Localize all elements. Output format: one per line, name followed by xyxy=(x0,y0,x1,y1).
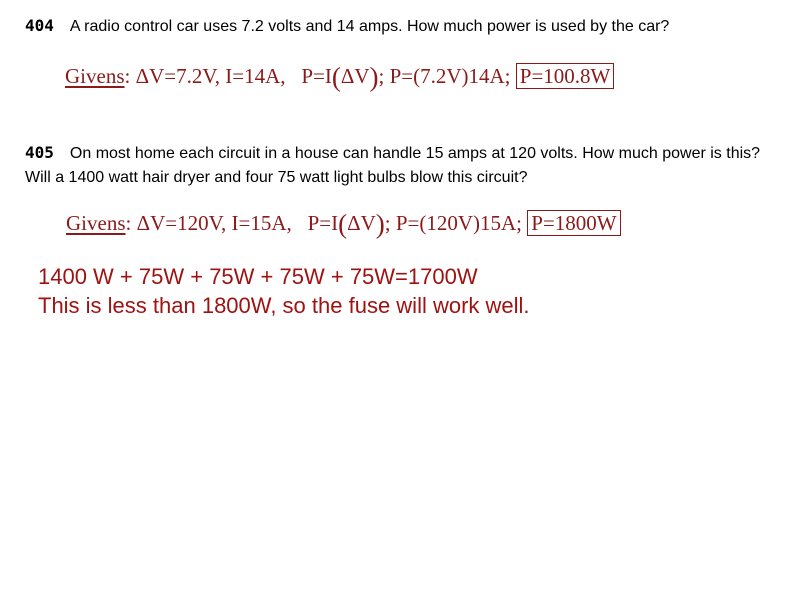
givens-label: Givens xyxy=(65,64,125,88)
paren-close-icon: ) xyxy=(369,62,379,92)
note-line-2: This is less than 1800W, so the fuse will work well. xyxy=(38,293,530,318)
paren-open-icon: ( xyxy=(331,62,341,92)
formula-pre: P=I xyxy=(301,64,332,88)
formula-inner: ΔV xyxy=(347,211,376,235)
formula-pre: P=I xyxy=(307,211,339,235)
problem-text: A radio control car uses 7.2 volts and 14 amps. How much power is used by the car? xyxy=(69,18,670,35)
answer-note xyxy=(38,262,530,320)
paren-open-icon: ( xyxy=(338,209,348,239)
problem-number: 404 xyxy=(25,16,54,35)
formula-post: ; xyxy=(384,211,391,235)
given-values: : ΔV=120V, I=15A, xyxy=(125,211,292,235)
givens-label: Givens xyxy=(66,211,126,235)
answer-box: P=1800W xyxy=(527,210,620,236)
given-values: : ΔV=7.2V, I=14A, xyxy=(124,64,286,88)
answer-box: P=100.8W xyxy=(516,63,615,89)
formula-post: ; xyxy=(378,64,385,88)
note-line-1: 1400 W + 75W + 75W + 75W + 75W=1700W xyxy=(38,264,478,289)
problem-404 xyxy=(25,14,775,39)
givens-line-405 xyxy=(66,209,621,240)
problem-text: On most home each circuit in a house can handle 15 amps at 120 volts. How much power is this? Will a 1400 watt hair dryer and four 75 watt light bulbs blow this circuit? xyxy=(25,145,761,186)
problem-405 xyxy=(25,141,775,190)
formula-inner: ΔV xyxy=(340,64,370,88)
substitution: P=(120V)15A; xyxy=(395,211,523,235)
givens-line-404 xyxy=(65,62,614,93)
paren-close-icon: ) xyxy=(375,209,385,239)
substitution: P=(7.2V)14A; xyxy=(389,64,511,88)
problem-number: 405 xyxy=(25,143,54,162)
